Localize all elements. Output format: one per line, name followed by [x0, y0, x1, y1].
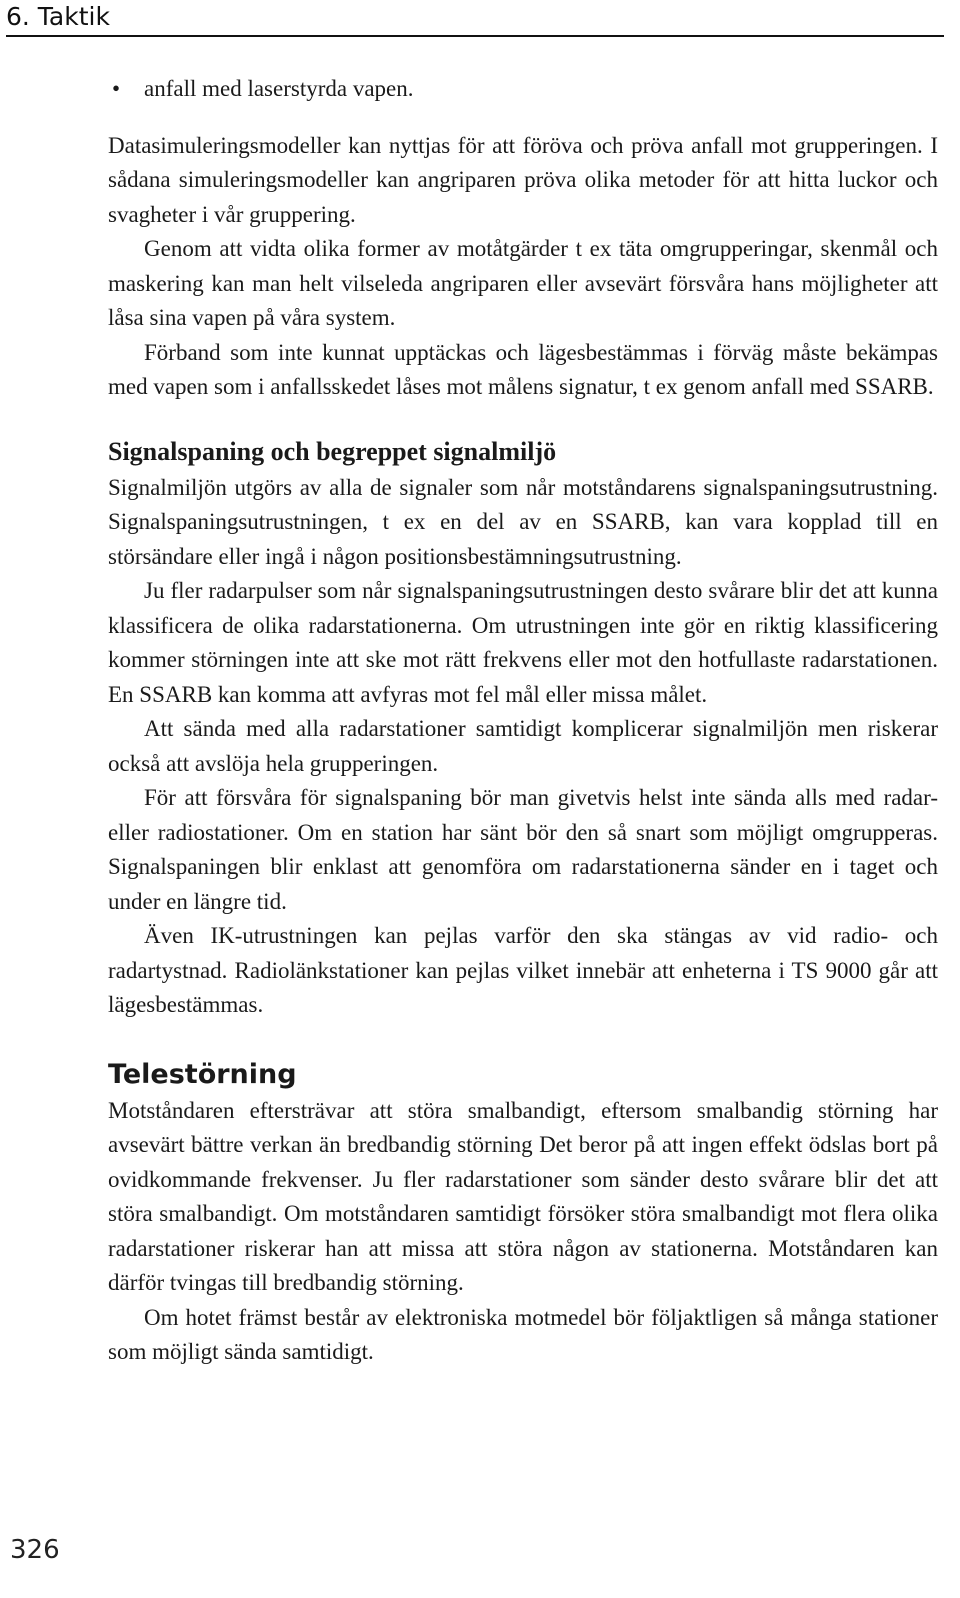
signalspaning-paragraph-1: Signalmiljön utgörs av alla de signaler som når motståndarens signalspaningsutrustning. Signalspaningsutrustningen, t ex en del av en SSARB, kan vara kopplad till en störsändare eller ingå i någon positionsbestämningsutrustning. [108, 474, 938, 569]
telestorning-paragraph-2: Om hotet främst består av elektroniska motmedel bör följaktligen så många stationer som möjligt sända samtidigt. [108, 1304, 938, 1364]
bullet-icon: • [112, 76, 121, 101]
chapter-title: 6. Taktik [6, 2, 110, 31]
signalspaning-paragraph-3: Att sända med alla radarstationer samtidigt komplicerar signalmiljön men riskerar också att avslöja hela grupperingen. [108, 716, 938, 776]
page-body [108, 72, 938, 1370]
signalspaning-paragraph-5: Även IK-utrustningen kan pejlas varför den ska stängas av vid radio- och radartystnad. Radiolänkstationer kan pejlas vilket innebär att enheterna i TS 9000 går att lägesbestämmas. [108, 923, 938, 1017]
signalspaning-paragraph-4: För att försvåra för signalspaning bör man givetvis helst inte sända alls med radar- eller radiostationer. Om en station har sänt bör den så snart som möjligt omgrupperas. Signalspaningen blir enklast att genomföra om radarstationerna sänder en i taget och under en längre tid. [108, 785, 938, 914]
intro-paragraph-3: Förband som inte kunnat upptäckas och lägesbestämmas i förväg måste bekämpas med vapen som i anfallsskedet låses mot målens signatur, t ex genom anfall med SSARB. [108, 339, 938, 399]
page-number: 326 [10, 1535, 60, 1565]
section-heading-signalspaning: Signalspaning och begreppet signalmiljö [108, 436, 557, 466]
intro-paragraph-1: Datasimuleringsmodeller kan nyttjas för att föröva och pröva anfall mot grupperingen. I sådana simuleringsmodeller kan angriparen pröva olika metoder för att hitta luckor och svagheter i vår gruppering. [108, 132, 938, 227]
telestorning-paragraph-1: Motståndaren eftersträvar att störa smalbandigt, eftersom smalbandig störning har avsevärt bättre verkan än bredbandig störning Det beror på att ingen effekt ödslas bort på ovidkommande frekvenser. Ju fler radarstationer som sänder desto svårare blir det att störa smalbandigt. Om motståndaren samtidigt försöker störa smalbandigt mot flera olika radarstationer riskerar han att missa att störa någon av stationerna. Motståndaren kan därför tvingas till bredbandig störning. [108, 1097, 938, 1295]
bullet-item [108, 72, 938, 107]
signalspaning-paragraph-2: Ju fler radarpulser som når signalspaningsutrustningen desto svårare blir det att kunna klassificera de olika radarstationerna. Om utrustningen inte gör en riktig klassificering kommer störningen inte att ske mot rätt frekvens eller mot den hotfullaste radarstationen. En SSARB kan komma att avfyras mot fel mål eller missa målet. [108, 578, 938, 707]
running-header [6, 0, 944, 37]
bullet-text: anfall med laserstyrda vapen. [144, 76, 414, 101]
intro-paragraph-2: Genom att vidta olika former av motåtgärder t ex täta omgrupperingar, skenmål och maskering kan man helt vilseleda angriparen eller avsevärt försvåra hans möjligheter att låsa sina vapen på våra system. [108, 236, 938, 330]
section-heading-telestorning: Telestörning [108, 1058, 297, 1090]
